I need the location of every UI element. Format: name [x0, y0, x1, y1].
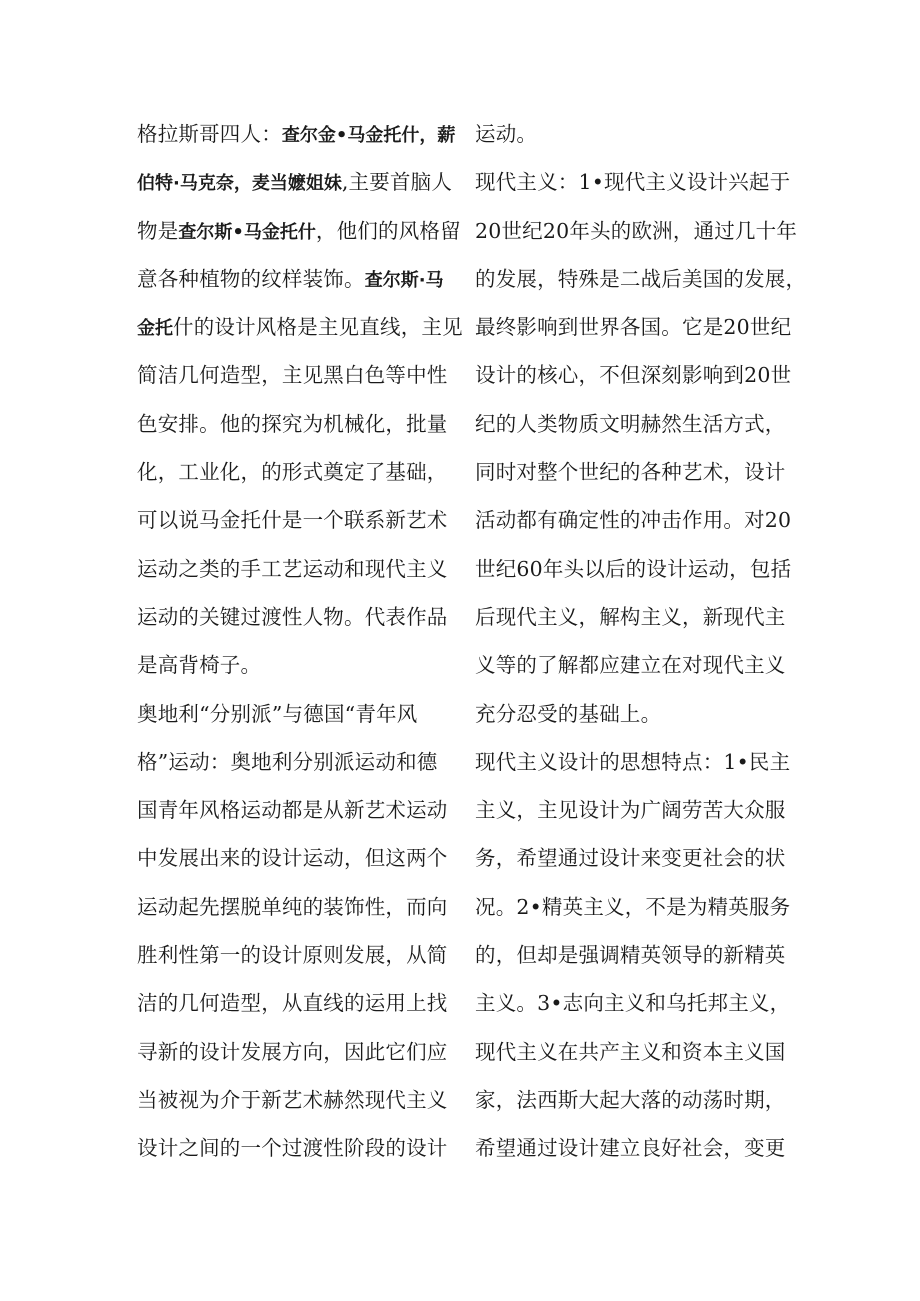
text-line [137, 1076, 448, 1124]
text-run: 洁的几何造型，从直线的运用上找 [137, 991, 448, 1016]
text-run: 色安排。他的探究为机械化，批量 [137, 411, 448, 436]
text-line [475, 207, 798, 255]
right-text-column [475, 110, 807, 1173]
text-line [475, 1076, 787, 1124]
text-run: 可以说马金托什是一个联系新艺术 [137, 508, 448, 533]
text-line [137, 1124, 448, 1172]
name-emphasis: 伯特·马克奈，麦当嬷姐妹 [137, 173, 342, 195]
text-line [475, 1028, 787, 1076]
text-line [137, 786, 448, 834]
text-line [475, 690, 787, 738]
text-run: 国青年风格运动都是从新艺术运动 [137, 798, 448, 823]
text-run: 希望通过设计建立良好社会，变更 [475, 1136, 786, 1161]
text-run: 务，希望通过设计来变更社会的状 [475, 846, 786, 871]
text-run: 后现代主义，解构主义，新现代主 [475, 604, 786, 629]
text-run: 世纪60年头以后的设计运动，包括 [475, 556, 792, 581]
left-text-column [137, 110, 463, 1173]
text-line [137, 255, 442, 303]
text-line [475, 545, 792, 593]
text-run: 家，法西斯大起大落的动荡时期， [475, 1087, 786, 1112]
text-line [137, 883, 448, 931]
text-run: 义等的了解都应建立在对现代主义 [475, 653, 786, 678]
text-line [137, 448, 448, 496]
text-run: 纪的人类物质文明赫然生活方式， [475, 411, 786, 436]
text-run: ,主要首脑人 [341, 170, 453, 195]
text-line [475, 448, 787, 496]
text-line [475, 786, 787, 834]
text-line [475, 110, 787, 158]
text-run: 中发展出来的设计运动，但这两个 [137, 846, 448, 871]
text-line [475, 1124, 787, 1172]
text-run: ，他们的风格留 [315, 218, 461, 243]
text-line [475, 883, 791, 931]
text-line [137, 834, 448, 882]
text-run: 格拉斯哥四人： [137, 122, 282, 146]
text-run: 运动之类的手工艺运动和现代主义 [137, 556, 448, 581]
text-run: 物是 [137, 218, 179, 243]
text-line [137, 496, 448, 544]
text-line [137, 738, 442, 786]
text-run: 简洁几何造型，主见黑白色等中性 [137, 363, 448, 388]
text-line [475, 496, 792, 544]
text-run: 的，但却是强调精英领导的新精英 [475, 943, 786, 968]
text-run: 化，工业化，的形式奠定了基础， [137, 460, 448, 485]
text-run: 运动起先摆脱单纯的装饰性，而向 [137, 894, 448, 919]
text-run: 运动的关键过渡性人物。代表作品 [137, 604, 448, 629]
text-line [137, 110, 456, 158]
text-run: 况。2•精英主义，不是为精英服务 [475, 894, 791, 919]
text-run: 主义，主见设计为广阔劳苦大众服 [475, 798, 786, 823]
text-line [137, 593, 448, 641]
text-run: 现代主义设计的思想特点：1•民主 [475, 749, 791, 774]
text-run: 设计的核心，不但深刻影响到20世 [475, 363, 792, 388]
text-line [475, 931, 787, 979]
text-run: 最终影响到世界各国。它是20世纪 [475, 315, 792, 340]
text-line [475, 158, 791, 206]
text-run: 胜利性第一的设计原则发展，从简 [137, 943, 448, 968]
text-run: 寻新的设计发展方向，因此它们应 [137, 1039, 448, 1064]
text-line [475, 400, 787, 448]
text-line [137, 545, 448, 593]
name-emphasis: 查尔斯•马金托什 [178, 221, 316, 243]
text-run: 运动。 [475, 122, 538, 146]
text-line [137, 351, 448, 399]
text-run: 格”运动：奥地利分别派运动和德 [137, 749, 438, 774]
text-line [475, 834, 787, 882]
text-line [137, 690, 442, 738]
text-run: 是高背椅子。 [137, 653, 262, 678]
text-line [475, 351, 792, 399]
text-line [475, 641, 787, 689]
name-emphasis: 查尔金•马金托什，薪 [281, 125, 456, 146]
text-line [475, 593, 787, 641]
text-line [137, 400, 448, 448]
text-line [475, 255, 807, 303]
name-emphasis: 查尔斯·马 [364, 269, 444, 291]
text-run: 充分忍受的基础上。 [475, 701, 662, 726]
text-run: 活动都有确定性的冲击作用。对20 [475, 508, 792, 533]
text-run: 同时对整个世纪的各种艺术，设计 [475, 460, 786, 485]
text-run: 奥地利“分别派”与德国“青年风 [137, 701, 418, 726]
text-line [137, 158, 453, 206]
text-run: 设计之间的一个过渡性阶段的设计 [137, 1136, 448, 1161]
text-line [137, 979, 448, 1027]
text-run: 现代主义在共产主义和资本主义国 [475, 1039, 786, 1064]
name-emphasis: 金托 [137, 318, 173, 340]
text-line [475, 738, 791, 786]
text-run: 主义。3•志向主义和乌托邦主义， [475, 991, 791, 1016]
text-run: 当被视为介于新艺术赫然现代主义 [137, 1087, 448, 1112]
text-run: 现代主义：1•现代主义设计兴起于 [475, 170, 791, 195]
text-run: 20世纪20年头的欧洲，通过几十年 [475, 218, 798, 243]
text-line [137, 303, 463, 351]
text-line [137, 931, 448, 979]
text-run: 的发展，特殊是二战后美国的发展， [475, 266, 807, 291]
text-line [137, 641, 442, 689]
text-run: 什的设计风格是主见直线，主见 [173, 315, 463, 340]
text-run: 意各种植物的纹样装饰。 [137, 266, 365, 291]
text-line [475, 303, 792, 351]
text-line [475, 979, 791, 1027]
text-line [137, 1028, 448, 1076]
text-line [137, 207, 461, 255]
